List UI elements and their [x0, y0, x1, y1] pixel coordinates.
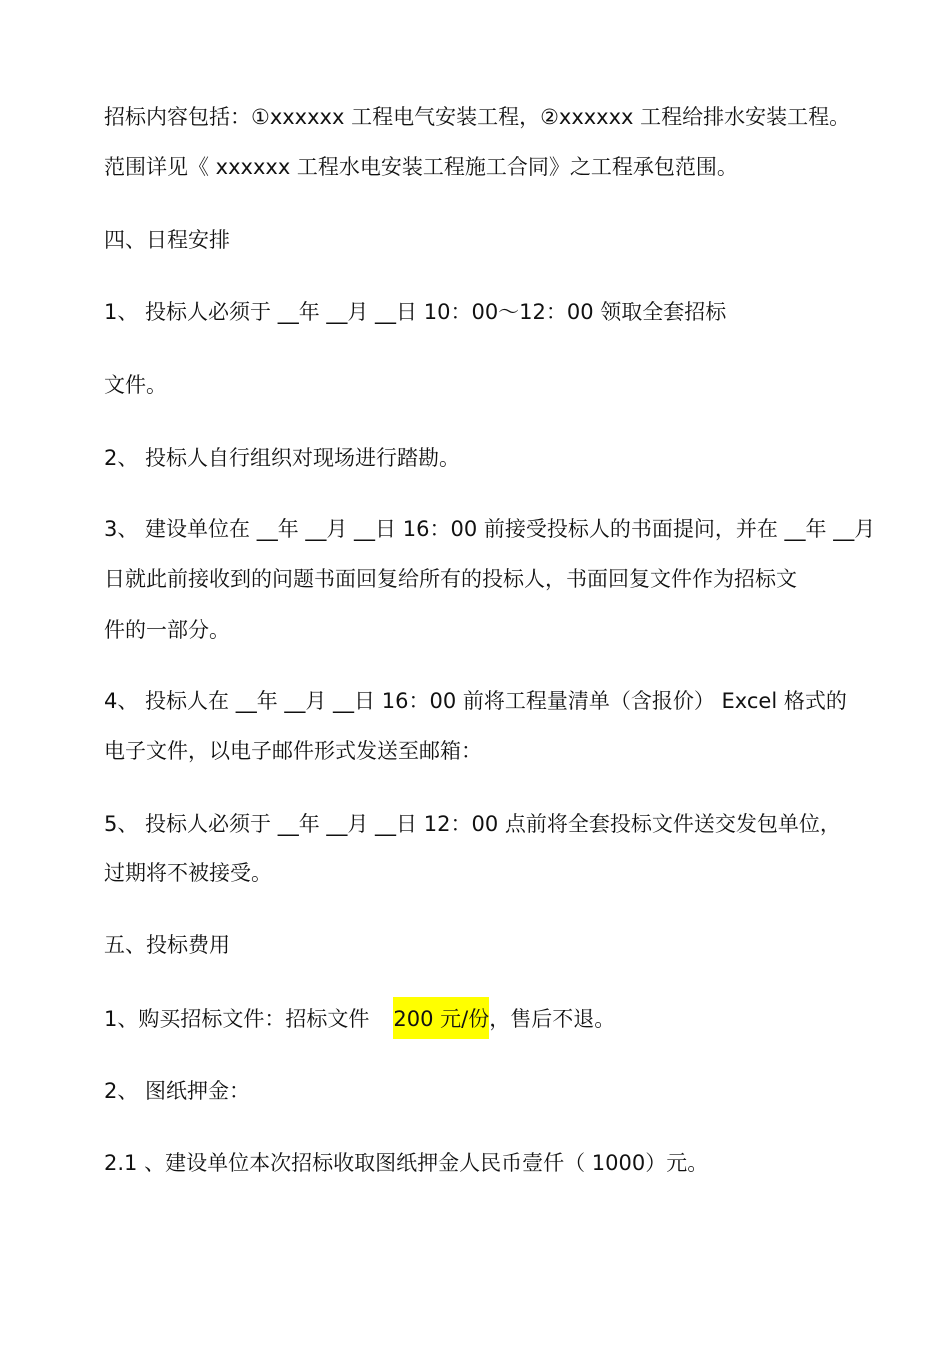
schedule-item-4-line-1: 4、 投标人在 __年 __月 __日 16：00 前将工程量清单（含报价） Excel 格式的 — [104, 689, 847, 713]
price-highlight: 200 元/份 — [393, 997, 489, 1039]
schedule-item-1-line-2: 文件。 — [104, 373, 167, 397]
schedule-item-1-line-1: 1、 投标人必须于 __年 __月 __日 10：00～12：00 领取全套招标 — [104, 300, 727, 324]
section-5-heading: 五、投标费用 — [104, 933, 230, 957]
schedule-item-3-line-1: 3、 建设单位在 __年 __月 __日 16：00 前接受投标人的书面提问，并在 __年 __月 — [104, 517, 876, 541]
fee-item-1-suffix: ，售后不退。 — [489, 1007, 616, 1031]
fee-item-1 — [104, 1009, 615, 1030]
schedule-item-4-line-2: 电子文件，以电子邮件形式发送至邮箱： — [104, 739, 482, 763]
schedule-item-5-line-2: 过期将不被接受。 — [104, 861, 272, 885]
intro-line-2: 范围详见《 xxxxxx 工程水电安装工程施工合同》之工程承包范围。 — [104, 155, 738, 179]
schedule-item-2: 2、 投标人自行组织对现场进行踏勘。 — [104, 446, 461, 470]
schedule-item-3-line-3: 件的一部分。 — [104, 618, 230, 642]
fee-item-2-1: 2.1 、建设单位本次招标收取图纸押金人民币壹仟（ 1000）元。 — [104, 1151, 709, 1175]
schedule-item-3-line-2: 日就此前接收到的问题书面回复给所有的投标人，书面回复文件作为招标文 — [104, 567, 797, 591]
schedule-item-5-line-1: 5、 投标人必须于 __年 __月 __日 12：00 点前将全套投标文件送交发包单位， — [104, 812, 841, 836]
fee-item-1-prefix: 1、购买招标文件：招标文件 — [104, 1007, 370, 1031]
fee-item-2: 2、 图纸押金： — [104, 1079, 251, 1103]
intro-line-1: 招标内容包括：①xxxxxx 工程电气安装工程，②xxxxxx 工程给排水安装工程。 — [104, 105, 851, 129]
section-4-heading: 四、日程安排 — [104, 228, 230, 252]
